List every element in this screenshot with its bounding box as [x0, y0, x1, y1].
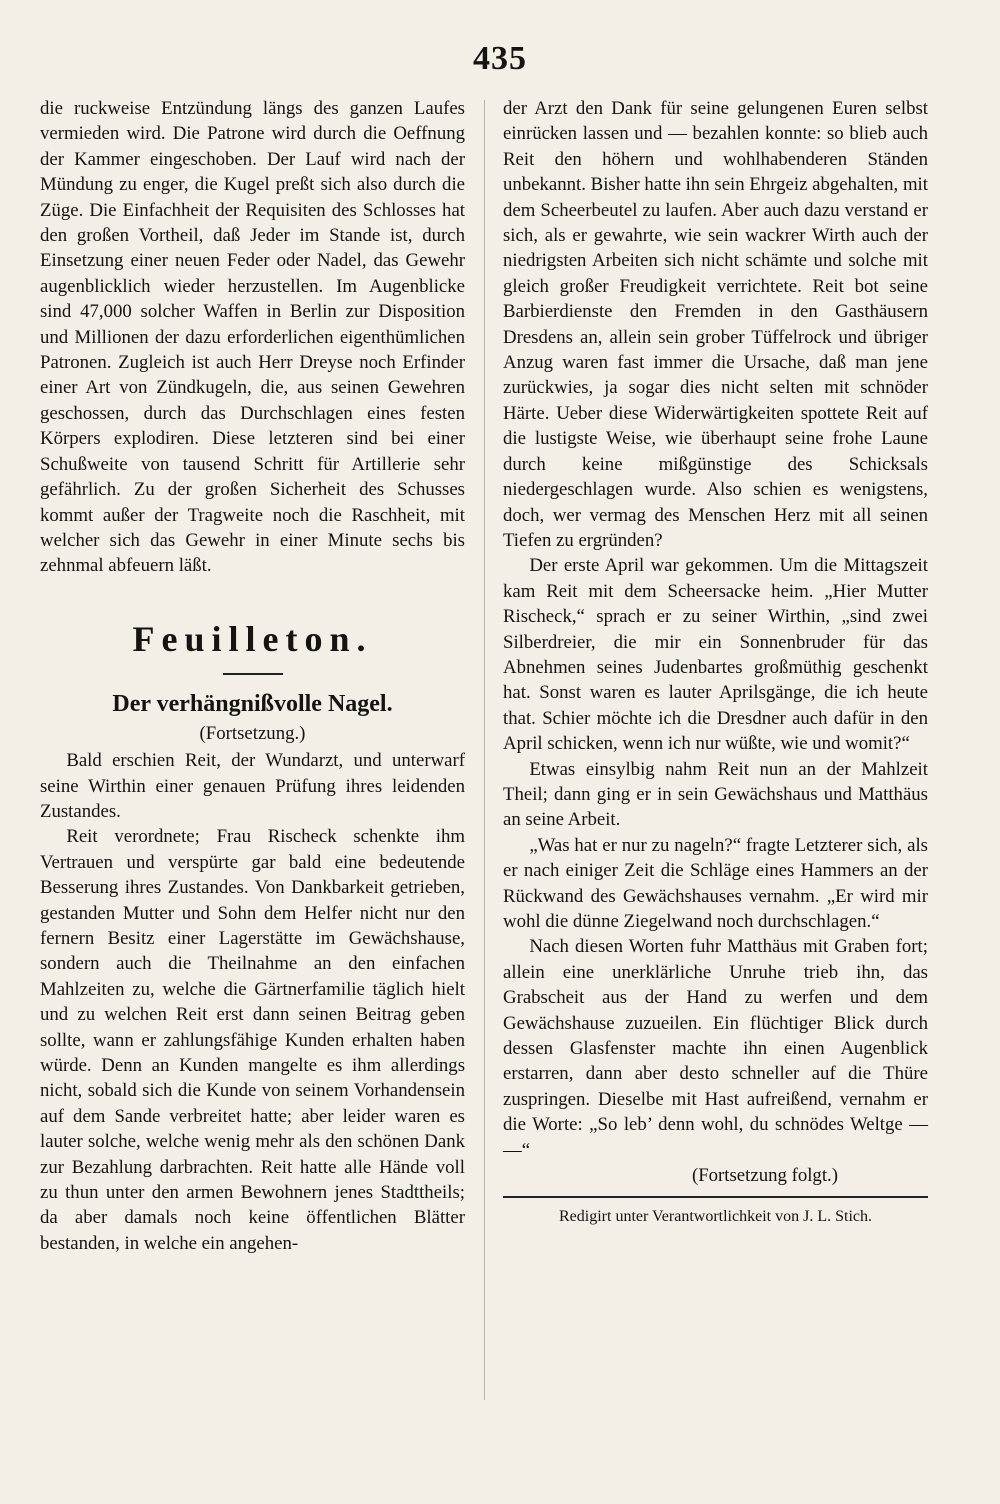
story-paragraph: Nach diesen Worten fuhr Matthäus mit Graben fort; allein eine unerklärliche Unruhe trieb ihn, das Grabscheit aus der Hand zu werfen und dem Gewächshause zuzueilen. Ein flüchtiger Blick durch dessen Glasfenster machte ihn einen Augenblick erstarren, dann aber desto schneller auf die Thüre zuspringen. Dieselbe mit Hast aufreißend, vernahm er die Worte: „So leb’ denn wohl, du schnödes Weltge — —“ [503, 936, 928, 1161]
column-divider [484, 100, 485, 1400]
story-paragraph: der Arzt den Dank für seine gelungenen Euren selbst einrücken lassen und — bezahlen konnte: so blieb auch Reit den höhern und wohlhabenderen Ständen unbekannt. Bisher hatte ihn sein Ehrgeiz abgehalten, mit dem Scheerbeutel zu laufen. Aber auch dazu verstand er sich, als er gewahrte, wie sein wackrer Wirth auch der niedrigsten Arbeiten sich nicht schämte und solche mit gleich großer Freudigkeit verrichtete. Reit bot seine Barbierdienste den Fremden in den Gasthäusern Dresdens an, allein sein grober Tüffelrock und übriger Anzug waren fast immer die Ursache, daß man jene zurückwies, ja sogar dies nicht selten mit schnöder Härte. Ueber diese Widerwärtigkeiten spottete Reit auf die lustigste Weise, wie überhaupt seine frohe Laune durch keine mißgünstige des Schicksals niedergeschlagen wurde. Also schien es wenigstens, doch, wer vermag des Menschen Herz mit all seinen Tiefen zu ergründen? [503, 98, 928, 551]
left-column [40, 96, 465, 1256]
story-paragraph: Bald erschien Reit, der Wundarzt, und unterwarf seine Wirthin einer genauen Prüfung ihres leidenden Zustandes. [40, 750, 465, 822]
story-paragraph: „Was hat er nur zu nageln?“ fragte Letzterer sich, als er nach einiger Zeit die Schläge eines Hammers an der Rückwand des Gewächshauses vernahm. „Er wird mir wohl die dünne Ziegelwand noch durchschlagen.“ [503, 834, 928, 932]
continuation-note: (Fortsetzung folgt.) [691, 1165, 838, 1187]
footer-rule [503, 1196, 928, 1198]
right-column [503, 96, 928, 1230]
story-title: Der verhängnißvolle Nagel. [112, 690, 393, 717]
story-paragraph: Der erste April war gekommen. Um die Mittagszeit kam Reit mit dem Scheersacke heim. „Hier Mutter Rischeck,“ sprach er zu seiner Wirthin, „sind zwei Silberdreier, die mir ein Sonnenbruder für das Abnehmen seines Judenbartes großmüthig geschenkt hat. Sonst waren es lauter Aprilsgänge, die ich heute that. Schier möchte ich die Dresdner auch dafür in den April schicken, wenn ich nur wüßte, wie und womit?“ [503, 555, 928, 755]
story-paragraph: Etwas einsylbig nahm Reit nun an der Mahlzeit Theil; dann ging er in sein Gewächshaus und Matthäus an seine Arbeit. [503, 758, 928, 831]
heading-rule [223, 673, 283, 675]
section-heading: Feuilleton. [132, 618, 373, 659]
editor-credit: Redigirt unter Verantwortlichkeit von J. L. Stich. [559, 1208, 872, 1226]
page-number: 435 [473, 40, 527, 77]
story-paragraph: Reit verordnete; Frau Rischeck schenkte ihm Vertrauen und verspürte gar bald eine bedeutende Besserung ihres Zustandes. Von Dankbarkeit getrieben, gestanden Mutter und Sohn dem Helfer nicht nur den fernern Besitz einer Lagerstätte im Gewächshause, sondern auch die Theilnahme an den einfachen Mahlzeiten zu, welche die Gärtnerfamilie täglich hielt und zu welchen Reit erst dann seinen Beitrag geben sollte, wann er zahlungsfähige Kunden erhalten haben würde. Denn an Kunden mangelte es ihm allerdings nicht, sobald sich die Kunde von seinem Vorhandensein auf dem Sande verbreitet hatte; aber leider waren es lauter solche, welche wenig mehr als den schönen Dank zur Bezahlung darbrachten. Reit hatte alle Hände voll zu thun unter den armen Bewohnern jenes Stadttheils; da aber damals noch keine öffentlichen Blätter bestanden, in welche ein angehen- [40, 826, 465, 1254]
article-paragraph: die ruckweise Entzündung längs des ganzen Laufes vermieden wird. Die Patrone wird durch die Oeffnung der Kammer eingeschoben. Der Lauf wird nach der Mündung zu enger, die Kugel preßt sich also durch die Züge. Die Einfachheit der Requisiten des Schlosses hat den großen Vortheil, daß Jeder im Stande ist, durch Einsetzung einer neuen Feder oder Nadel, das Gewehr augenblicklich wieder herzustellen. Im Augenblicke sind 47,000 solcher Waffen in Berlin zur Disposition und Millionen der dazu erforderlichen eigenthümlichen Patronen. Zugleich ist auch Herr Dreyse noch Erfinder einer Art von Zündkugeln, die, aus seinen Gewehren geschossen, durch das Durchschlagen eines festen Körpers explodiren. Diese letzteren sind bei einer Schußweite von tausend Schritt für Artillerie sehr gefährlich. Zu der großen Sicherheit des Schusses kommt außer der Tragweite noch die Raschheit, mit welcher sich das Gewehr in einer Minute sechs bis zehnmal abfeuern läßt. [40, 98, 465, 577]
story-subtitle: (Fortsetzung.) [199, 722, 306, 744]
